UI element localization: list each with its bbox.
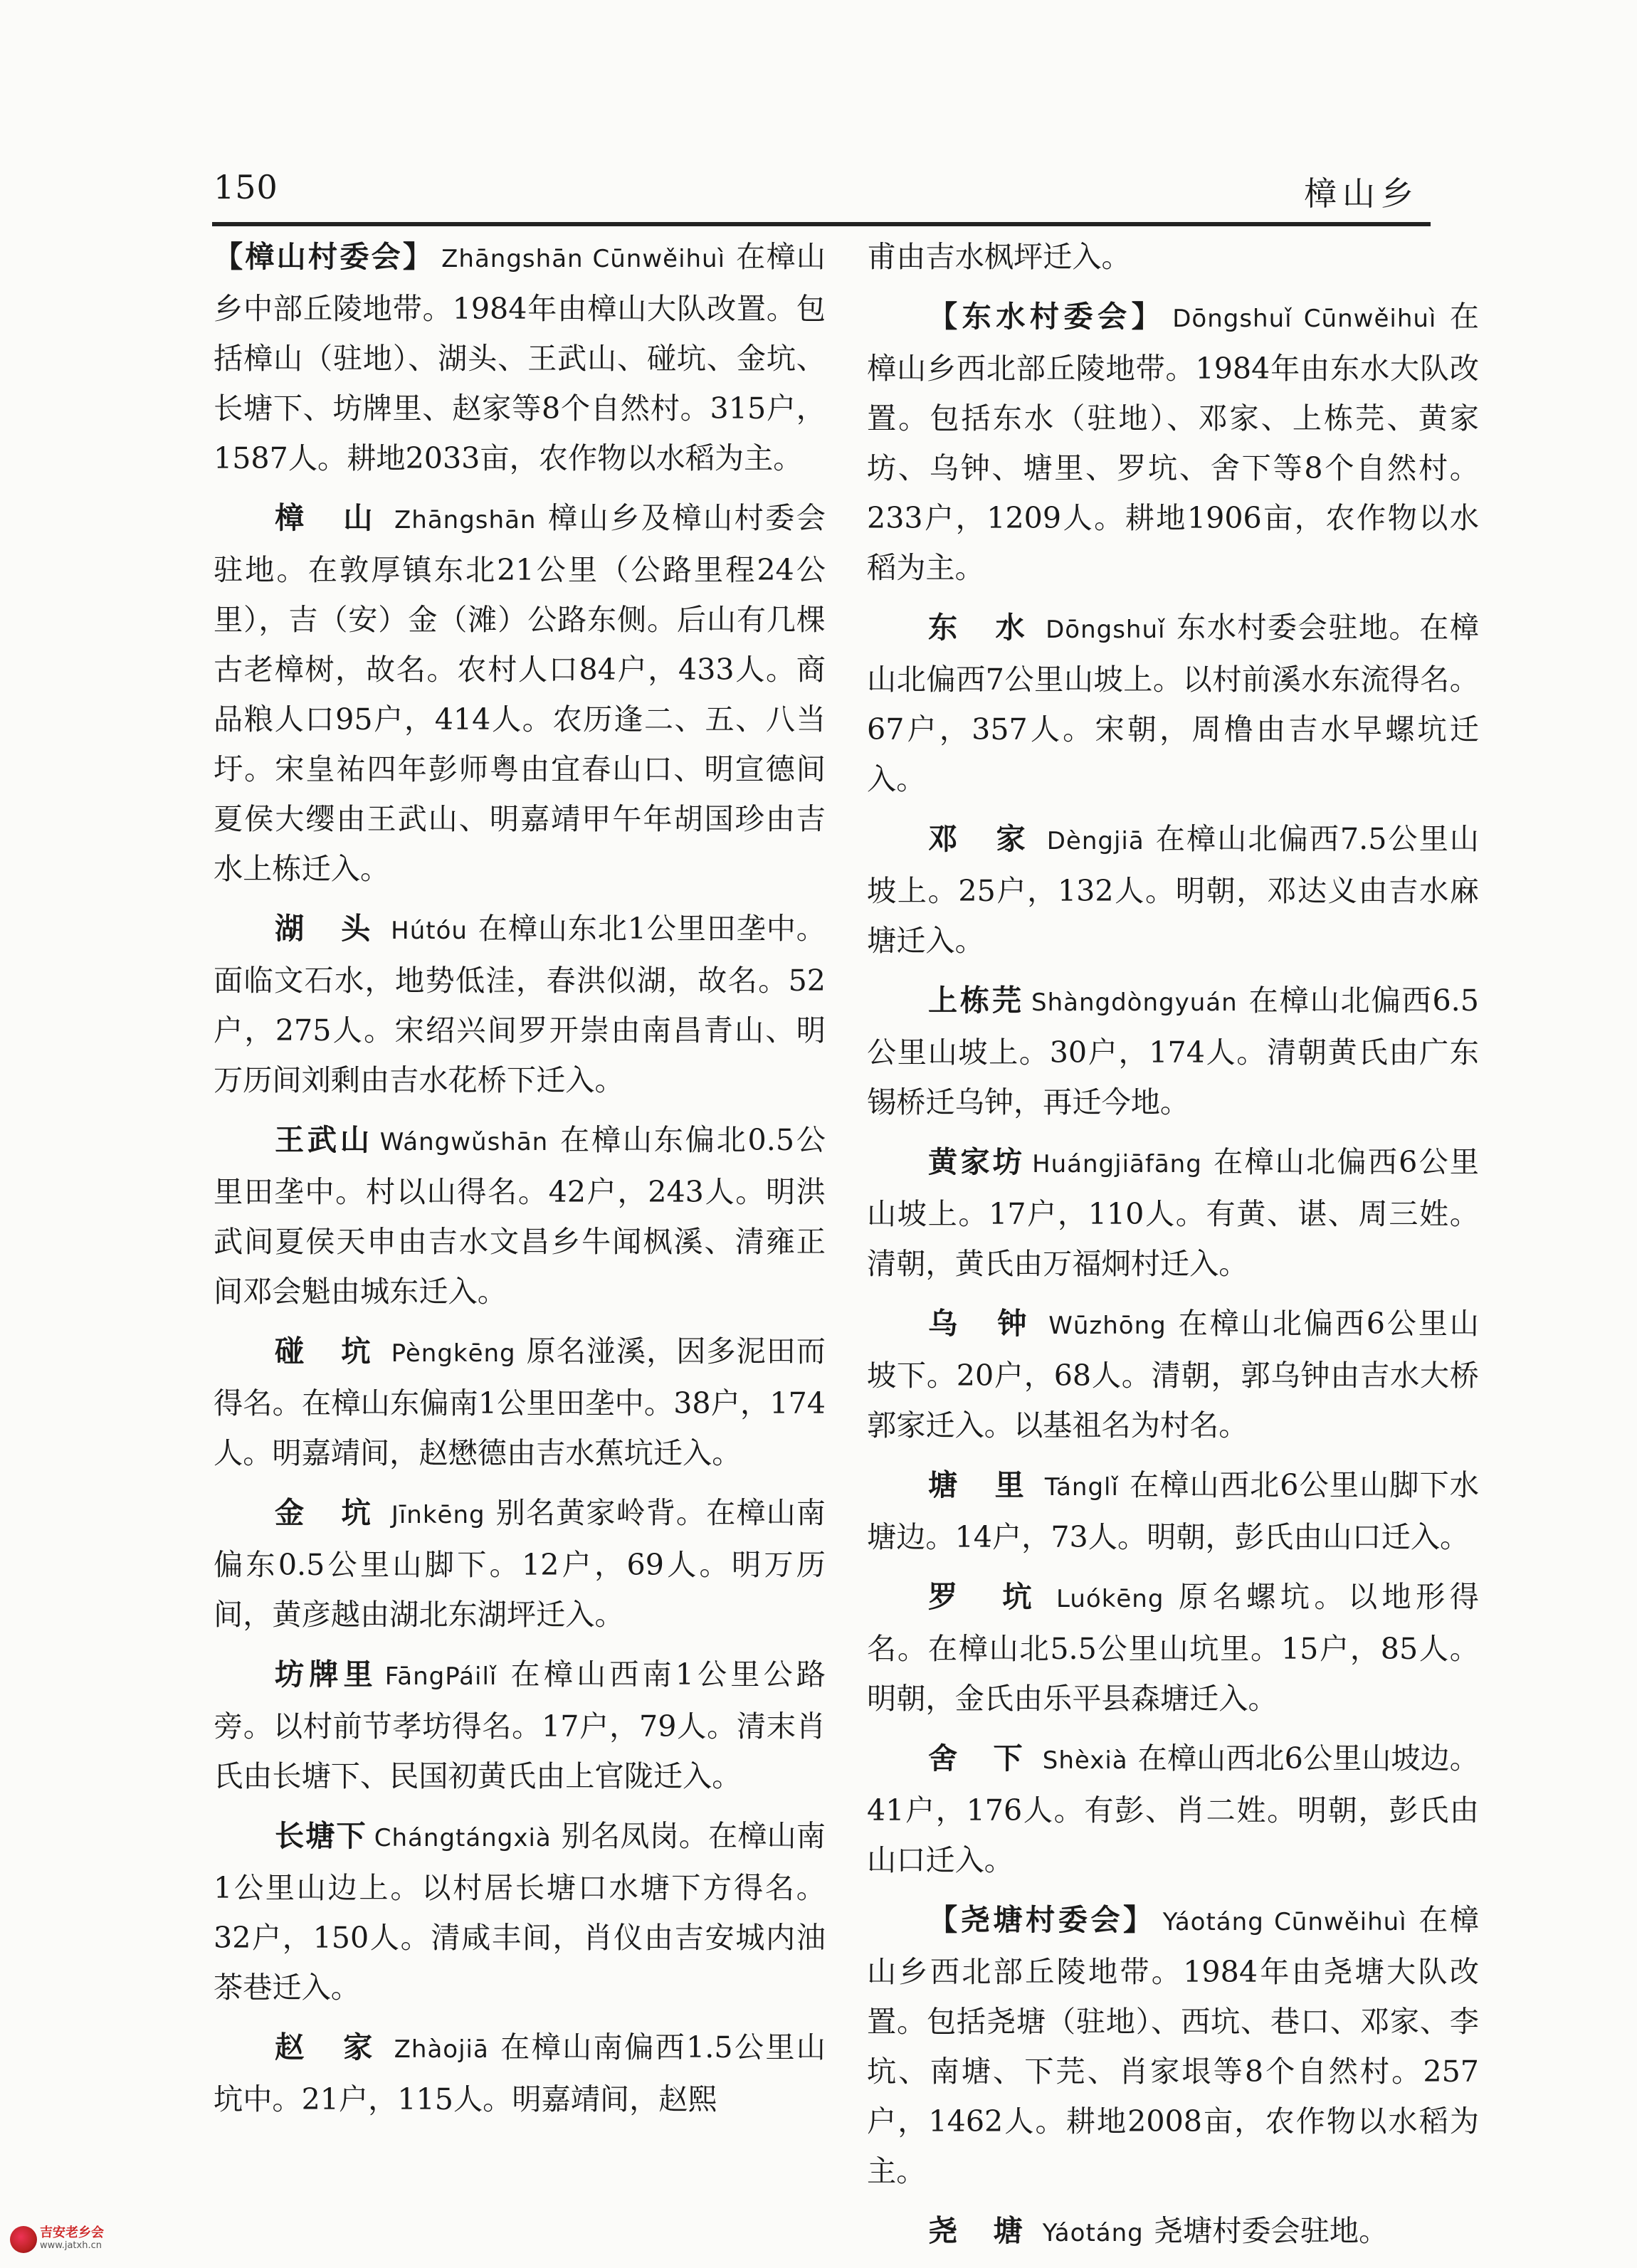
- entry-pinyin: Shèxià: [1042, 1746, 1128, 1775]
- site-watermark: [10, 2226, 104, 2253]
- entry-dongshui-committee: [867, 292, 1479, 593]
- entry-pengkeng: [214, 1326, 826, 1478]
- entry-shexia: [867, 1734, 1479, 1885]
- entry-text: 在樟山乡西北部丘陵地带。1984年由东水大队改置。包括东水（驻地）、邓家、上栋芫、黄家坊、乌钟、塘里、罗坑、舍下等8个自然村。233户，1209人。耕地1906亩，农作物以水稻为主。: [867, 300, 1479, 585]
- entry-pinyin: Dèngjiā: [1046, 827, 1144, 855]
- watermark-text: [40, 2227, 104, 2252]
- entry-head: 【樟山村委会】: [214, 239, 435, 274]
- entry-text: 在樟山东偏北0.5公里田垄中。村以山得名。42户，243人。明洪武间夏侯天申由吉水文昌乡牛闻枫溪、清雍正间邓会魁由城东迁入。: [214, 1123, 826, 1309]
- entry-text: 在樟山南偏西1.5公里山坑中。21户，115人。明嘉靖间，赵熙: [214, 2030, 826, 2116]
- entry-head: 碰 坑: [275, 1334, 384, 1368]
- running-head: 樟山乡: [1304, 174, 1419, 213]
- entry-pinyin: Zhàojiā: [394, 2035, 489, 2064]
- entry-luokeng: [867, 1572, 1479, 1724]
- entry-pinyin: Zhāngshān: [394, 506, 537, 534]
- entry-text: 在樟山北偏西6公里山坡下。20户，68人。清朝，郭乌钟由吉水大桥郭家迁入。以基祖名为村名。: [867, 1307, 1479, 1442]
- entry-tangli: [867, 1460, 1479, 1562]
- entry-zhangshan-committee: [214, 232, 826, 483]
- entry-head: 坊牌里: [275, 1657, 378, 1692]
- entry-text: 别名凤岗。在樟山南1公里山边上。以村居长塘口水塘下方得名。32户，150人。清咸丰间，肖仪由吉安城内油茶巷迁入。: [214, 1819, 826, 2005]
- watermark-title: 吉安老乡会: [40, 2225, 104, 2240]
- entry-pinyin: Yáotáng: [1042, 2219, 1144, 2247]
- entry-pinyin: Pèngkēng: [391, 1339, 516, 1368]
- entry-pinyin: Chángtángxià: [374, 1824, 552, 1852]
- watermark-logo-icon: [10, 2226, 37, 2253]
- entry-dongshui: [867, 603, 1479, 804]
- entry-pinyin: Shàngdòngyuán: [1031, 988, 1238, 1017]
- entry-yaotang-committee: [867, 1895, 1479, 2196]
- entry-text: 东水村委会驻地。在樟山北偏西7公里山坡上。以村前溪水东流得名。67户，357人。宋朝，周橹由吉水早螺坑迁入。: [867, 611, 1479, 796]
- right-column: [867, 232, 1479, 2268]
- entry-head: 黄家坊: [928, 1144, 1026, 1179]
- entry-text: 甫由吉水枫坪迁入。: [867, 240, 1131, 274]
- entry-pinyin: Huángjiāfāng: [1032, 1150, 1202, 1178]
- entry-text: 尧塘村委会驻地。: [1153, 2214, 1389, 2248]
- entry-head: 罗 坑: [928, 1579, 1049, 1614]
- entry-head: 【尧塘村委会】: [928, 1902, 1156, 1937]
- entry-zhangshan: [214, 493, 826, 894]
- entry-jinkeng: [214, 1488, 826, 1640]
- entry-wuzhong: [867, 1299, 1479, 1450]
- entry-head: 樟 山: [275, 500, 387, 535]
- entry-head: 舍 下: [928, 1741, 1036, 1776]
- entry-pinyin: Zhāngshān Cūnwěihuì: [441, 245, 726, 273]
- entry-head: 上栋芫: [928, 983, 1024, 1018]
- entry-pinyin: Wángwǔshān: [379, 1128, 549, 1156]
- entry-head: 王武山: [275, 1122, 373, 1157]
- entry-text: 在樟山乡西北部丘陵地带。1984年由尧塘大队改置。包括尧塘（驻地）、西坑、巷口、邓家、李坑、南塘、下芫、肖家垠等8个自然村。257户，1462人。耕地2008亩，农作物以水稻为主。: [867, 1903, 1479, 2188]
- entry-head: 邓 家: [928, 821, 1040, 856]
- entry-wangwushan: [214, 1115, 826, 1317]
- entry-text: 樟山乡及樟山村委会驻地。在敦厚镇东北21公里（公路里程24公里），吉（安）金（滩）公路东侧。后山有几棵古老樟树，故名。农村人口84户，433人。商品粮人口95户，414人。农历逢二、五、八当圩。宋皇祐四年彭师粤由宜春山口、明宣德间夏侯大缨由王武山、明嘉靖甲午年胡国珍由吉水上栋迁入。: [214, 501, 826, 886]
- entry-head: 乌 钟: [928, 1306, 1042, 1341]
- entry-yaotang: [867, 2206, 1479, 2258]
- left-column: [214, 232, 826, 2134]
- entry-text: 在樟山乡中部丘陵地带。1984年由樟山大队改置。包括樟山（驻地）、湖头、王武山、碰坑、金坑、长塘下、坊牌里、赵家等8个自然村。315户，1587人。耕地2033亩，农作物以水稻为主。: [214, 240, 826, 475]
- entry-text: 在樟山北偏西7.5公里山坡上。25户，132人。明朝，邓达义由吉水麻塘迁入。: [867, 822, 1479, 958]
- entry-head: 湖 头: [275, 911, 384, 946]
- entry-continuation: [867, 232, 1479, 282]
- entry-text: 在樟山北偏西6公里山坡上。17户，110人。有黄、谌、周三姓。清朝，黄氏由万福炯村迁入。: [867, 1145, 1479, 1281]
- page-number: 150: [214, 168, 278, 206]
- entry-dengjia: [867, 814, 1479, 966]
- entry-fangpaili: [214, 1650, 826, 1801]
- entry-changtangxia: [214, 1811, 826, 2013]
- entry-huangjiafang: [867, 1137, 1479, 1289]
- entry-pinyin: Jīnkēng: [391, 1501, 485, 1529]
- entry-text: 原名湴溪，因多泥田而得名。在樟山东偏南1公里田垄中。38户，174人。明嘉靖间，赵懋德由吉水蕉坑迁入。: [214, 1334, 826, 1470]
- entry-pinyin: Dōngshuǐ Cūnwěihuì: [1172, 305, 1437, 333]
- entry-text: 在樟山西北6公里山坡边。41户，176人。有彭、肖二姓。明朝，彭氏由山口迁入。: [867, 1741, 1479, 1877]
- entry-zhaojia: [214, 2022, 826, 2124]
- entry-head: 金 坑: [275, 1495, 384, 1530]
- entry-text: 在樟山北偏西6.5公里山坡上。30户，174人。清朝黄氏由广东锡桥迁乌钟，再迁今地。: [867, 983, 1479, 1119]
- entry-shangdongyuan: [867, 976, 1479, 1127]
- entry-hutou: [214, 904, 826, 1105]
- entry-head: 尧 塘: [928, 2213, 1036, 2248]
- entry-pinyin: Yáotáng Cūnwěihuì: [1162, 1908, 1407, 1936]
- entry-head: 东 水: [928, 610, 1039, 645]
- entry-head: 【东水村委会】: [928, 299, 1166, 334]
- entry-pinyin: Luókēng: [1056, 1585, 1164, 1613]
- entry-pinyin: Dōngshuǐ: [1046, 616, 1166, 644]
- entry-head: 塘 里: [928, 1467, 1038, 1502]
- entry-pinyin: Hútóu: [391, 917, 468, 945]
- entry-head: 长塘下: [275, 1818, 367, 1853]
- entry-head: 赵 家: [275, 2030, 387, 2064]
- entry-text: 在樟山西南1公里公路旁。以村前节孝坊得名。17户，79人。清末肖氏由长塘下、民国初黄氏由上官陇迁入。: [214, 1657, 826, 1793]
- entry-pinyin: Tánglǐ: [1044, 1473, 1119, 1502]
- entry-pinyin: FāngPáilǐ: [384, 1662, 498, 1691]
- entry-text: 在樟山东北1公里田垄中。面临文石水，地势低洼，春洪似湖，故名。52户，275人。宋绍兴间罗开崇由南昌青山、明万历间刘剩由吉水花桥下迁入。: [214, 912, 826, 1097]
- entry-text: 原名螺坑。以地形得名。在樟山北5.5公里山坑里。15户，85人。明朝，金氏由乐平县森塘迁入。: [867, 1580, 1479, 1716]
- watermark-url: www.jatxh.cn: [40, 2240, 102, 2251]
- entry-pinyin: Wūzhōng: [1048, 1312, 1167, 1340]
- header-rule: [212, 222, 1431, 226]
- entry-text: 别名黄家岭背。在樟山南偏东0.5公里山脚下。12户，69人。明万历间，黄彦越由湖北东湖坪迁入。: [214, 1496, 826, 1632]
- entry-text: 在樟山西北6公里山脚下水塘边。14户，73人。明朝，彭氏由山口迁入。: [867, 1468, 1479, 1554]
